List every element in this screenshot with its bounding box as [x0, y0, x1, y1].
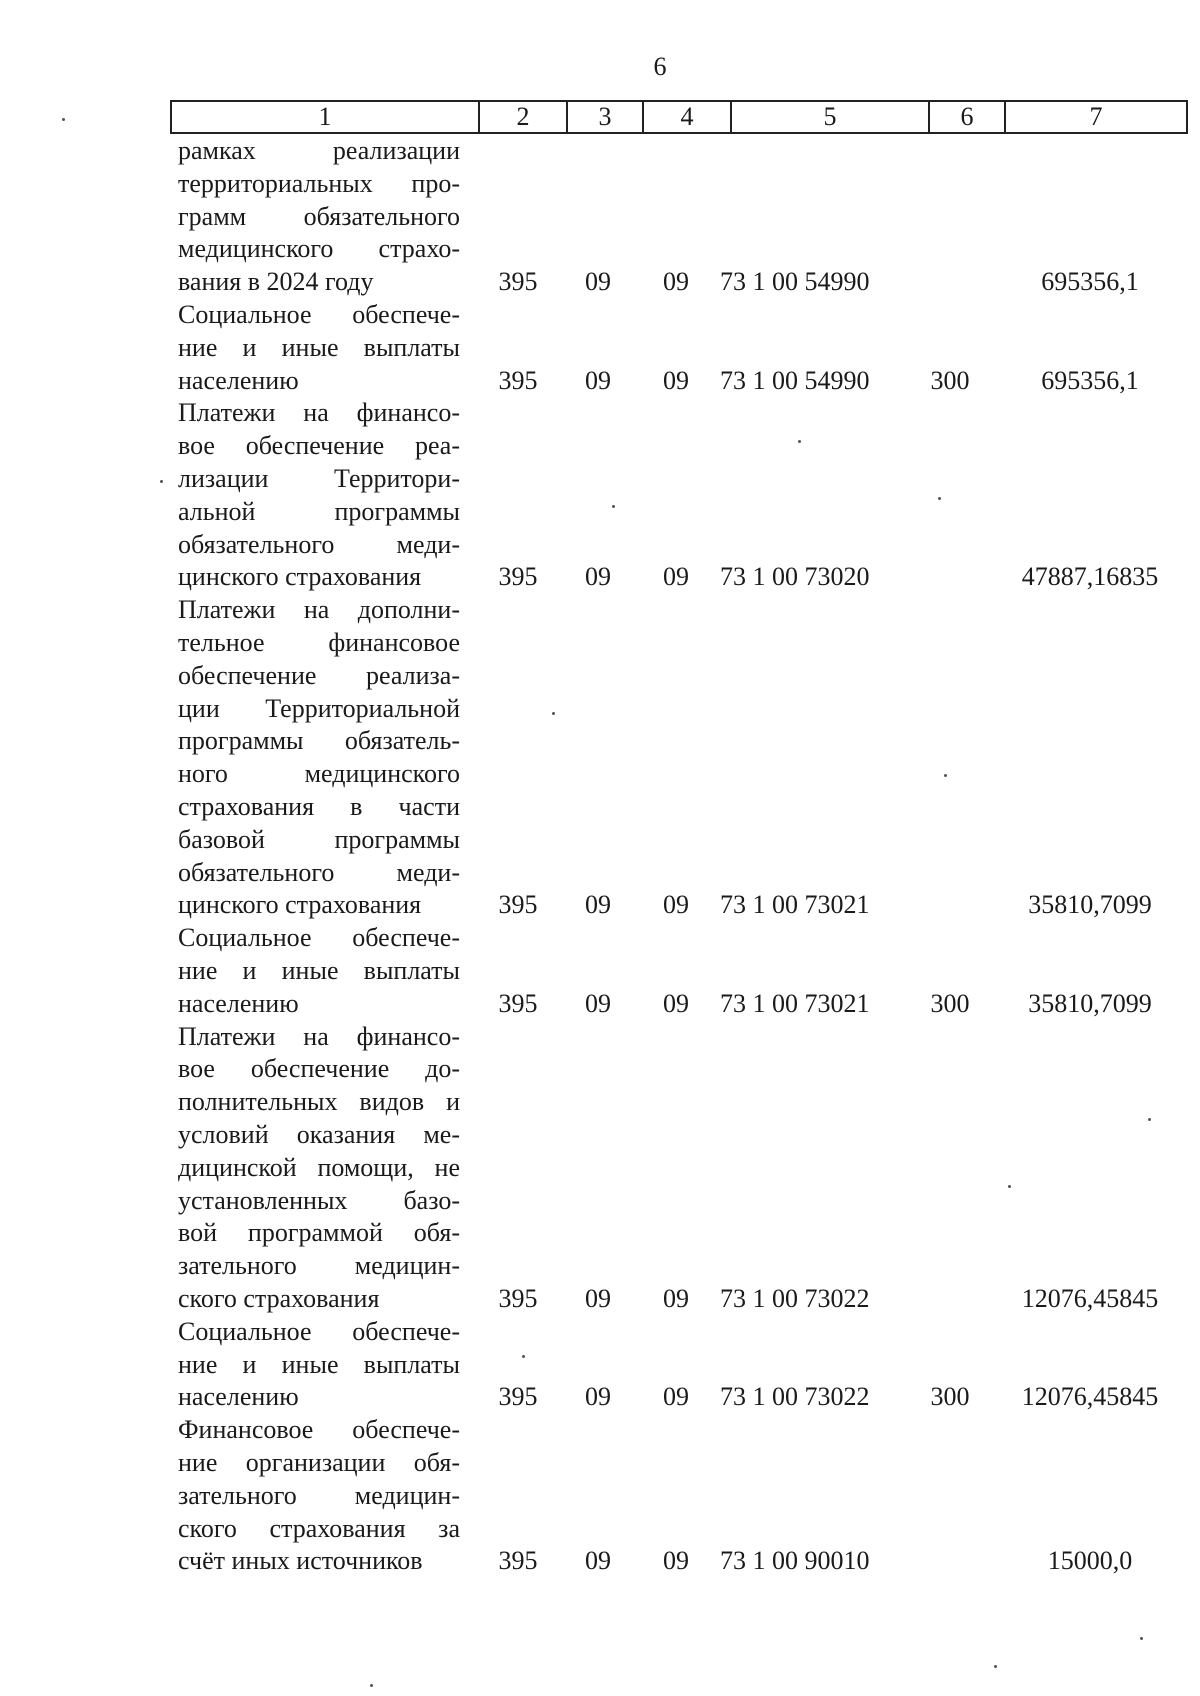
- scan-speck: [1140, 1637, 1143, 1640]
- cell-col-2: 395: [498, 365, 538, 395]
- cell-col-3: 09: [585, 267, 611, 297]
- cell-col-2: 395: [498, 988, 538, 1018]
- row-description: [178, 397, 460, 594]
- description-line: грамм обязательного: [178, 201, 460, 231]
- header-col-3: 3: [567, 101, 643, 133]
- cell-col-5: 73 1 00 90010: [720, 1546, 870, 1576]
- scan-speck: [798, 440, 801, 443]
- cell-col-3: 09: [585, 1382, 611, 1412]
- cell-col-7: 47887,16835: [1021, 562, 1159, 592]
- description-line: ного медицинского: [178, 759, 460, 789]
- cell-col-6: 300: [930, 1382, 970, 1412]
- description-line: населению: [178, 1382, 299, 1412]
- cell-col-5: 73 1 00 73021: [720, 890, 870, 920]
- description-line: медицинского страхо-: [178, 234, 460, 264]
- row-description: [178, 594, 460, 922]
- description-line: Платежи на финансо-: [178, 1021, 460, 1051]
- cell-col-2: 395: [498, 267, 538, 297]
- description-line: тельное финансовое: [178, 627, 460, 657]
- scan-speck: [1148, 1118, 1151, 1121]
- description-line: Социальное обеспече-: [178, 1316, 460, 1346]
- description-line: дицинской помощи, не: [178, 1152, 460, 1182]
- scan-speck: [62, 118, 65, 121]
- description-line: условий оказания ме-: [178, 1119, 460, 1149]
- scan-speck: [994, 1665, 997, 1668]
- table-row: [0, 397, 1200, 594]
- cell-col-4: 09: [663, 562, 689, 592]
- cell-col-7: 12076,45845: [1021, 1382, 1159, 1412]
- header-col-4: 4: [643, 101, 731, 133]
- scan-speck: [612, 505, 615, 508]
- description-line: альной программы: [178, 496, 460, 526]
- description-line: территориальных про-: [178, 168, 460, 198]
- cell-col-2: 395: [498, 1283, 538, 1313]
- description-line: ского страхования за: [178, 1513, 460, 1543]
- description-line: ние организации обя-: [178, 1447, 460, 1477]
- cell-col-2: 395: [498, 562, 538, 592]
- header-col-6: 6: [929, 101, 1005, 133]
- description-line: ции Территориальной: [178, 693, 460, 723]
- row-description: [178, 1021, 460, 1316]
- description-line: страхования в части: [178, 791, 460, 821]
- table-row: [0, 1414, 1200, 1578]
- scan-speck: [552, 712, 555, 715]
- cell-col-3: 09: [585, 890, 611, 920]
- cell-col-6: 300: [930, 365, 970, 395]
- cell-col-7: 12076,45845: [1021, 1283, 1159, 1313]
- cell-col-4: 09: [663, 267, 689, 297]
- description-line: цинского страхования: [178, 890, 422, 920]
- scan-speck: [1008, 1185, 1011, 1188]
- table-row: [0, 299, 1200, 397]
- description-line: программы обязатель-: [178, 726, 460, 756]
- table-row: [0, 594, 1200, 922]
- cell-col-7: 695356,1: [1041, 365, 1139, 395]
- description-line: установленных базо-: [178, 1185, 460, 1215]
- table-row: [0, 922, 1200, 1020]
- cell-col-2: 395: [498, 1546, 538, 1576]
- description-line: обеспечение реализа-: [178, 660, 460, 690]
- description-line: Социальное обеспече-: [178, 300, 460, 329]
- cell-col-4: 09: [663, 1283, 689, 1313]
- cell-col-4: 09: [663, 1382, 689, 1412]
- description-line: цинского страхования: [178, 562, 422, 592]
- cell-col-4: 09: [663, 890, 689, 920]
- description-line: Платежи на финансо-: [178, 398, 460, 428]
- description-line: ние и иные выплаты: [178, 332, 460, 362]
- cell-col-5: 73 1 00 54990: [720, 267, 870, 297]
- description-line: зательного медицин-: [178, 1251, 460, 1281]
- scan-speck: [938, 497, 941, 500]
- description-line: лизации Территори-: [178, 463, 460, 493]
- description-line: Финансовое обеспече-: [178, 1415, 460, 1445]
- page-number: 6: [653, 52, 667, 81]
- description-line: вое обеспечение реа-: [178, 431, 460, 461]
- scan-speck: [370, 1684, 373, 1687]
- cell-col-3: 09: [585, 1283, 611, 1313]
- description-line: Социальное обеспече-: [178, 923, 460, 953]
- cell-col-4: 09: [663, 988, 689, 1018]
- row-description: [178, 922, 460, 1020]
- cell-col-3: 09: [585, 365, 611, 395]
- scan-speck: [522, 1355, 525, 1358]
- description-line: вания в 2024 году: [178, 267, 374, 297]
- description-line: Платежи на дополни-: [178, 595, 460, 625]
- cell-col-3: 09: [585, 562, 611, 592]
- cell-col-7: 695356,1: [1041, 267, 1139, 297]
- row-description: [178, 1316, 460, 1414]
- cell-col-2: 395: [498, 890, 538, 920]
- header-col-2: 2: [479, 101, 567, 133]
- header-col-1: 1: [171, 101, 479, 133]
- row-description: [178, 299, 460, 397]
- cell-col-4: 09: [663, 365, 689, 395]
- row-description: [178, 135, 460, 299]
- description-line: ского страхования: [178, 1283, 380, 1313]
- row-description: [178, 1414, 460, 1578]
- description-line: полнительных видов и: [178, 1087, 460, 1117]
- description-line: населению: [178, 988, 299, 1018]
- cell-col-5: 73 1 00 73022: [720, 1382, 870, 1412]
- table-row: [0, 1316, 1200, 1414]
- cell-col-7: 15000,0: [1047, 1546, 1133, 1576]
- description-line: вое обеспечение до-: [178, 1054, 460, 1084]
- table-row: [0, 135, 1200, 299]
- cell-col-5: 73 1 00 73022: [720, 1283, 870, 1313]
- description-line: рамках реализации: [178, 136, 460, 165]
- cell-col-3: 09: [585, 1546, 611, 1576]
- description-line: базовой программы: [178, 824, 460, 854]
- cell-col-4: 09: [663, 1546, 689, 1576]
- cell-col-7: 35810,7099: [1028, 890, 1152, 920]
- description-line: обязательного меди-: [178, 857, 460, 887]
- cell-col-5: 73 1 00 73021: [720, 988, 870, 1018]
- description-line: ние и иные выплаты: [178, 955, 460, 985]
- description-line: счёт иных источников: [178, 1546, 423, 1576]
- description-line: ние и иные выплаты: [178, 1349, 460, 1379]
- scan-speck: [944, 774, 947, 777]
- cell-col-2: 395: [498, 1382, 538, 1412]
- cell-col-7: 35810,7099: [1028, 988, 1152, 1018]
- header-col-7: 7: [1005, 101, 1187, 133]
- cell-col-5: 73 1 00 54990: [720, 365, 870, 395]
- description-line: вой программой обя-: [178, 1218, 460, 1248]
- cell-col-5: 73 1 00 73020: [720, 562, 870, 592]
- header-col-5: 5: [731, 101, 929, 133]
- description-line: населению: [178, 365, 299, 395]
- table-header: [170, 100, 1188, 134]
- cell-col-3: 09: [585, 988, 611, 1018]
- description-line: зательного медицин-: [178, 1480, 460, 1510]
- description-line: обязательного меди-: [178, 529, 460, 559]
- cell-col-6: 300: [930, 988, 970, 1018]
- scan-speck: [160, 480, 163, 483]
- table-row: [0, 1021, 1200, 1316]
